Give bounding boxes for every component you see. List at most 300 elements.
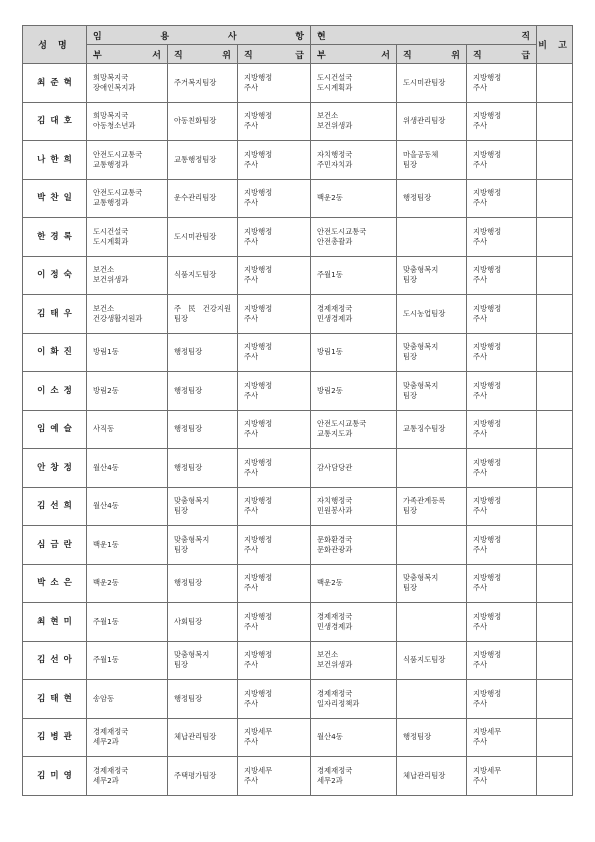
cur-grade-line: 주사 <box>473 390 488 400</box>
new-grade-line: 주사 <box>244 698 259 708</box>
new-dept-line: 아동청소년과 <box>93 121 136 131</box>
person-name: 나한희 <box>23 141 87 180</box>
cur-grade-cell <box>467 487 537 526</box>
new-position-line: 행정팀장 <box>174 385 203 395</box>
table-row <box>23 641 573 680</box>
new-grade-line: 주사 <box>244 159 259 169</box>
cur-grade-line: 지방행정 <box>473 688 502 698</box>
header-cur-dept: 부 서 <box>311 45 397 64</box>
new-dept-line: 세무2과 <box>93 737 119 747</box>
new-grade-cell <box>238 487 311 526</box>
cur-position-line: 맞춤형복지 <box>403 573 439 583</box>
new-grade-cell <box>238 564 311 603</box>
new-grade-line: 주사 <box>244 198 259 208</box>
cur-position-cell <box>397 526 467 565</box>
header-current: 현 직 <box>311 26 537 45</box>
new-grade-cell <box>238 218 311 257</box>
person-name: 안창정 <box>23 449 87 488</box>
cur-grade-line: 지방행정 <box>473 419 502 429</box>
new-grade-line: 주사 <box>244 121 259 131</box>
new-dept-cell <box>87 372 168 411</box>
table-row <box>23 757 573 796</box>
table-row <box>23 102 573 141</box>
cur-dept-line: 방림2동 <box>317 385 343 395</box>
new-dept-cell <box>87 564 168 603</box>
cur-dept-line: 교통지도과 <box>317 429 353 439</box>
new-grade-cell <box>238 295 311 334</box>
cur-grade-line: 주사 <box>473 737 488 747</box>
table-row <box>23 603 573 642</box>
table-row <box>23 680 573 719</box>
cur-position-line: 팀장 <box>403 352 418 362</box>
cur-grade-cell <box>467 372 537 411</box>
cur-dept-cell <box>311 564 397 603</box>
cur-grade-line: 지방행정 <box>473 573 502 583</box>
header-cur-position: 직 위 <box>397 45 467 64</box>
cur-dept-cell <box>311 64 397 103</box>
new-grade-line: 지방행정 <box>244 111 273 121</box>
new-dept-cell <box>87 487 168 526</box>
new-position-line: 행정팀장 <box>174 424 203 434</box>
cur-position-cell <box>397 718 467 757</box>
cur-grade-line: 주사 <box>473 198 488 208</box>
new-grade-line: 지방행정 <box>244 611 273 621</box>
new-grade-cell <box>238 410 311 449</box>
new-position-line: 행정팀장 <box>174 462 203 472</box>
remarks-cell <box>537 141 573 180</box>
cur-grade-cell <box>467 64 537 103</box>
cur-dept-cell <box>311 333 397 372</box>
table-row <box>23 487 573 526</box>
cur-grade-line: 주사 <box>473 313 488 323</box>
person-name: 최준혁 <box>23 64 87 103</box>
new-position-cell <box>168 680 238 719</box>
cur-dept-cell <box>311 372 397 411</box>
new-grade-line: 주사 <box>244 506 259 516</box>
cur-dept-line: 백운2동 <box>317 578 343 588</box>
new-dept-line: 백운1동 <box>93 539 119 549</box>
cur-grade-cell <box>467 179 537 218</box>
new-dept-line: 희망복지국 <box>93 111 129 121</box>
new-dept-line: 장애인복지과 <box>93 82 136 92</box>
header-new-position: 직 위 <box>168 45 238 64</box>
cur-grade-cell <box>467 102 537 141</box>
remarks-cell <box>537 564 573 603</box>
new-position-cell <box>168 64 238 103</box>
cur-grade-cell <box>467 333 537 372</box>
new-dept-line: 주월1동 <box>93 655 119 665</box>
table-row <box>23 141 573 180</box>
new-position-line: 교통행정팀장 <box>174 154 217 164</box>
cur-dept-line: 안전도시교통국 <box>317 419 367 429</box>
header-cur-grade: 직 급 <box>467 45 537 64</box>
cur-grade-line: 지방행정 <box>473 650 502 660</box>
new-dept-cell <box>87 64 168 103</box>
cur-grade-cell <box>467 256 537 295</box>
header-name: 성 명 <box>23 26 87 64</box>
cur-dept-line: 백운2동 <box>317 193 343 203</box>
new-dept-cell <box>87 333 168 372</box>
new-dept-cell <box>87 410 168 449</box>
cur-position-cell <box>397 64 467 103</box>
cur-dept-line: 도시건설국 <box>317 72 353 82</box>
header-remarks: 비 고 <box>537 26 573 64</box>
cur-position-cell <box>397 218 467 257</box>
new-dept-line: 주월1동 <box>93 616 119 626</box>
appointment-table <box>22 25 573 796</box>
cur-grade-line: 지방행정 <box>473 111 502 121</box>
cur-dept-line: 경제재정국 <box>317 765 353 775</box>
person-name: 이정숙 <box>23 256 87 295</box>
new-position-cell <box>168 718 238 757</box>
new-position-cell <box>168 449 238 488</box>
cur-grade-line: 주사 <box>473 698 488 708</box>
cur-grade-cell <box>467 564 537 603</box>
cur-grade-cell <box>467 141 537 180</box>
table-row <box>23 333 573 372</box>
new-dept-line: 건강생활지원과 <box>93 313 143 323</box>
cur-position-line: 교통징수팀장 <box>403 424 446 434</box>
new-dept-line: 교통행정과 <box>93 198 129 208</box>
cur-dept-cell <box>311 410 397 449</box>
new-dept-cell <box>87 526 168 565</box>
cur-grade-line: 주사 <box>473 429 488 439</box>
new-position-line: 주民건강지원 <box>174 303 231 313</box>
new-dept-line: 보건소 <box>93 265 115 275</box>
new-dept-line: 방림2동 <box>93 385 119 395</box>
new-position-cell <box>168 256 238 295</box>
table-row <box>23 564 573 603</box>
cur-grade-cell <box>467 295 537 334</box>
remarks-cell <box>537 449 573 488</box>
cur-dept-line: 문화관광과 <box>317 544 353 554</box>
new-grade-cell <box>238 179 311 218</box>
cur-dept-cell <box>311 603 397 642</box>
new-position-line: 맞춤형복지 <box>174 496 210 506</box>
new-dept-cell <box>87 102 168 141</box>
person-name: 김대호 <box>23 102 87 141</box>
cur-grade-cell <box>467 757 537 796</box>
new-position-line: 행정팀장 <box>174 693 203 703</box>
table-row <box>23 372 573 411</box>
new-grade-line: 주사 <box>244 390 259 400</box>
new-position-line: 행정팀장 <box>174 347 203 357</box>
new-grade-cell <box>238 102 311 141</box>
cur-dept-line: 보건소 <box>317 111 339 121</box>
new-grade-line: 주사 <box>244 352 259 362</box>
new-position-line: 운수관리팀장 <box>174 193 217 203</box>
cur-position-line: 행정팀장 <box>403 732 432 742</box>
new-dept-cell <box>87 680 168 719</box>
cur-position-cell <box>397 449 467 488</box>
table-row <box>23 256 573 295</box>
cur-dept-line: 주민자치과 <box>317 159 353 169</box>
new-grade-line: 주사 <box>244 621 259 631</box>
table-body <box>23 64 573 796</box>
remarks-cell <box>537 333 573 372</box>
cur-dept-cell <box>311 641 397 680</box>
cur-grade-line: 지방세무 <box>473 727 502 737</box>
cur-position-cell <box>397 372 467 411</box>
cur-dept-line: 방림1동 <box>317 347 343 357</box>
person-name: 박소은 <box>23 564 87 603</box>
person-name: 김미영 <box>23 757 87 796</box>
cur-position-cell <box>397 641 467 680</box>
new-position-line: 팀장 <box>174 506 189 516</box>
cur-position-line: 팀장 <box>403 583 418 593</box>
cur-grade-line: 지방행정 <box>473 188 502 198</box>
new-grade-line: 지방행정 <box>244 650 273 660</box>
cur-dept-cell <box>311 218 397 257</box>
cur-grade-line: 지방세무 <box>473 765 502 775</box>
new-dept-line: 희망복지국 <box>93 72 129 82</box>
remarks-cell <box>537 718 573 757</box>
cur-position-line: 가족관계등록 <box>403 496 446 506</box>
cur-position-cell <box>397 295 467 334</box>
cur-grade-cell <box>467 641 537 680</box>
header-row-group <box>23 26 573 45</box>
new-grade-line: 주사 <box>244 236 259 246</box>
cur-grade-cell <box>467 603 537 642</box>
new-position-cell <box>168 295 238 334</box>
new-position-line: 주택평가팀장 <box>174 770 217 780</box>
new-grade-line: 지방행정 <box>244 149 273 159</box>
cur-position-line: 마을공동체 <box>403 149 439 159</box>
new-grade-cell <box>238 641 311 680</box>
cur-grade-line: 지방행정 <box>473 303 502 313</box>
new-dept-line: 경제재정국 <box>93 765 129 775</box>
cur-dept-line: 민원봉사과 <box>317 506 353 516</box>
table-row <box>23 64 573 103</box>
new-dept-line: 사직동 <box>93 424 115 434</box>
new-grade-line: 지방행정 <box>244 72 273 82</box>
remarks-cell <box>537 487 573 526</box>
new-dept-cell <box>87 179 168 218</box>
table-row <box>23 410 573 449</box>
cur-grade-line: 주사 <box>473 621 488 631</box>
cur-dept-cell <box>311 102 397 141</box>
new-position-line: 팀장 <box>174 544 189 554</box>
new-position-cell <box>168 333 238 372</box>
new-position-cell <box>168 757 238 796</box>
cur-grade-line: 지방행정 <box>473 72 502 82</box>
new-position-cell <box>168 102 238 141</box>
new-position-cell <box>168 372 238 411</box>
new-position-cell <box>168 564 238 603</box>
new-grade-line: 지방행정 <box>244 303 273 313</box>
new-grade-line: 주사 <box>244 429 259 439</box>
new-position-cell <box>168 179 238 218</box>
new-grade-line: 지방행정 <box>244 534 273 544</box>
cur-dept-line: 보건소 <box>317 650 339 660</box>
new-dept-line: 월산4동 <box>93 462 119 472</box>
cur-dept-cell <box>311 487 397 526</box>
cur-dept-line: 월산4동 <box>317 732 343 742</box>
new-grade-line: 주사 <box>244 82 259 92</box>
new-grade-line: 지방행정 <box>244 380 273 390</box>
cur-position-cell <box>397 179 467 218</box>
remarks-cell <box>537 295 573 334</box>
cur-position-line: 위생관리팀장 <box>403 116 446 126</box>
new-grade-line: 주사 <box>244 583 259 593</box>
header-row-sub <box>23 45 573 64</box>
cur-grade-line: 주사 <box>473 159 488 169</box>
new-position-line: 사회팀장 <box>174 616 203 626</box>
table-row <box>23 218 573 257</box>
person-name: 한경록 <box>23 218 87 257</box>
new-position-cell <box>168 141 238 180</box>
new-grade-cell <box>238 757 311 796</box>
person-name: 김선희 <box>23 487 87 526</box>
cur-grade-line: 지방행정 <box>473 534 502 544</box>
new-grade-line: 지방행정 <box>244 226 273 236</box>
person-name: 이소정 <box>23 372 87 411</box>
person-name: 최현미 <box>23 603 87 642</box>
cur-dept-line: 민생경제과 <box>317 621 353 631</box>
new-grade-line: 지방세무 <box>244 727 273 737</box>
cur-position-cell <box>397 680 467 719</box>
new-grade-line: 지방행정 <box>244 457 273 467</box>
cur-grade-cell <box>467 680 537 719</box>
new-dept-line: 세무2과 <box>93 775 119 785</box>
new-grade-line: 주사 <box>244 544 259 554</box>
cur-grade-cell <box>467 526 537 565</box>
new-dept-cell <box>87 256 168 295</box>
cur-grade-line: 주사 <box>473 121 488 131</box>
new-dept-cell <box>87 449 168 488</box>
cur-position-line: 행정팀장 <box>403 193 432 203</box>
new-position-line: 식품지도팀장 <box>174 270 217 280</box>
new-dept-cell <box>87 218 168 257</box>
remarks-cell <box>537 757 573 796</box>
cur-dept-cell <box>311 179 397 218</box>
cur-dept-cell <box>311 141 397 180</box>
cur-position-line: 맞춤형복지 <box>403 265 439 275</box>
cur-dept-line: 도시계획과 <box>317 82 353 92</box>
new-grade-line: 주사 <box>244 275 259 285</box>
new-dept-line: 백운2동 <box>93 578 119 588</box>
cur-position-line: 팀장 <box>403 390 418 400</box>
cur-grade-cell <box>467 218 537 257</box>
new-position-cell <box>168 641 238 680</box>
new-grade-cell <box>238 603 311 642</box>
new-position-line: 체납관리팀장 <box>174 732 217 742</box>
new-grade-cell <box>238 64 311 103</box>
cur-dept-line: 자치행정국 <box>317 149 353 159</box>
new-position-cell <box>168 526 238 565</box>
new-grade-cell <box>238 449 311 488</box>
cur-position-line: 맞춤형복지 <box>403 380 439 390</box>
cur-dept-line: 일자리정책과 <box>317 698 360 708</box>
cur-dept-line: 주월1동 <box>317 270 343 280</box>
remarks-cell <box>537 218 573 257</box>
cur-dept-line: 안전도시교통국 <box>317 226 367 236</box>
cur-dept-line: 문화환경국 <box>317 534 353 544</box>
cur-grade-line: 주사 <box>473 467 488 477</box>
person-name: 김태현 <box>23 680 87 719</box>
cur-grade-line: 주사 <box>473 660 488 670</box>
person-name: 이화진 <box>23 333 87 372</box>
new-grade-cell <box>238 526 311 565</box>
cur-dept-line: 보건위생과 <box>317 121 353 131</box>
cur-dept-line: 세무2과 <box>317 775 343 785</box>
new-grade-line: 지방행정 <box>244 188 273 198</box>
cur-position-line: 도시미관팀장 <box>403 77 446 87</box>
remarks-cell <box>537 603 573 642</box>
cur-grade-line: 주사 <box>473 352 488 362</box>
cur-grade-line: 주사 <box>473 775 488 785</box>
cur-position-line: 팀장 <box>403 506 418 516</box>
new-grade-cell <box>238 372 311 411</box>
new-dept-line: 송암동 <box>93 693 115 703</box>
new-dept-line: 보건소 <box>93 303 115 313</box>
new-position-line: 맞춤형복지 <box>174 534 210 544</box>
new-dept-line: 안전도시교통국 <box>93 149 143 159</box>
cur-grade-cell <box>467 449 537 488</box>
cur-dept-line: 감사담당관 <box>317 462 353 472</box>
cur-position-line: 팀장 <box>403 275 418 285</box>
cur-dept-line: 보건위생과 <box>317 660 353 670</box>
cur-dept-line: 자치행정국 <box>317 496 353 506</box>
table-row <box>23 526 573 565</box>
cur-dept-cell <box>311 256 397 295</box>
new-grade-line: 주사 <box>244 737 259 747</box>
new-position-cell <box>168 487 238 526</box>
cur-dept-cell <box>311 295 397 334</box>
remarks-cell <box>537 526 573 565</box>
new-grade-line: 지방행정 <box>244 496 273 506</box>
cur-dept-cell <box>311 449 397 488</box>
new-position-line: 행정팀장 <box>174 578 203 588</box>
cur-dept-line: 민생경제과 <box>317 313 353 323</box>
cur-dept-line: 안전총괄과 <box>317 236 353 246</box>
new-position-line: 팀장 <box>174 313 189 323</box>
new-grade-line: 지방행정 <box>244 688 273 698</box>
new-dept-line: 경제재정국 <box>93 727 129 737</box>
new-grade-cell <box>238 141 311 180</box>
cur-dept-cell <box>311 680 397 719</box>
new-grade-line: 지방행정 <box>244 419 273 429</box>
header-appointment: 임 용 사 항 <box>87 26 311 45</box>
cur-position-cell <box>397 333 467 372</box>
new-position-cell <box>168 218 238 257</box>
cur-position-cell <box>397 256 467 295</box>
remarks-cell <box>537 372 573 411</box>
cur-grade-line: 주사 <box>473 506 488 516</box>
new-position-line: 아동친화팀장 <box>174 116 217 126</box>
cur-position-line: 체납관리팀장 <box>403 770 446 780</box>
cur-position-line: 맞춤형복지 <box>403 342 439 352</box>
header-new-dept: 부 서 <box>87 45 168 64</box>
new-position-cell <box>168 603 238 642</box>
cur-grade-line: 지방행정 <box>473 611 502 621</box>
new-grade-line: 지방행정 <box>244 573 273 583</box>
cur-dept-cell <box>311 757 397 796</box>
cur-dept-cell <box>311 718 397 757</box>
new-dept-cell <box>87 641 168 680</box>
new-dept-cell <box>87 603 168 642</box>
remarks-cell <box>537 64 573 103</box>
cur-dept-cell <box>311 526 397 565</box>
person-name: 심금란 <box>23 526 87 565</box>
new-grade-cell <box>238 680 311 719</box>
cur-grade-line: 지방행정 <box>473 380 502 390</box>
person-name: 김선아 <box>23 641 87 680</box>
cur-position-cell <box>397 564 467 603</box>
person-name: 김병관 <box>23 718 87 757</box>
cur-grade-line: 지방행정 <box>473 342 502 352</box>
new-grade-line: 주사 <box>244 313 259 323</box>
